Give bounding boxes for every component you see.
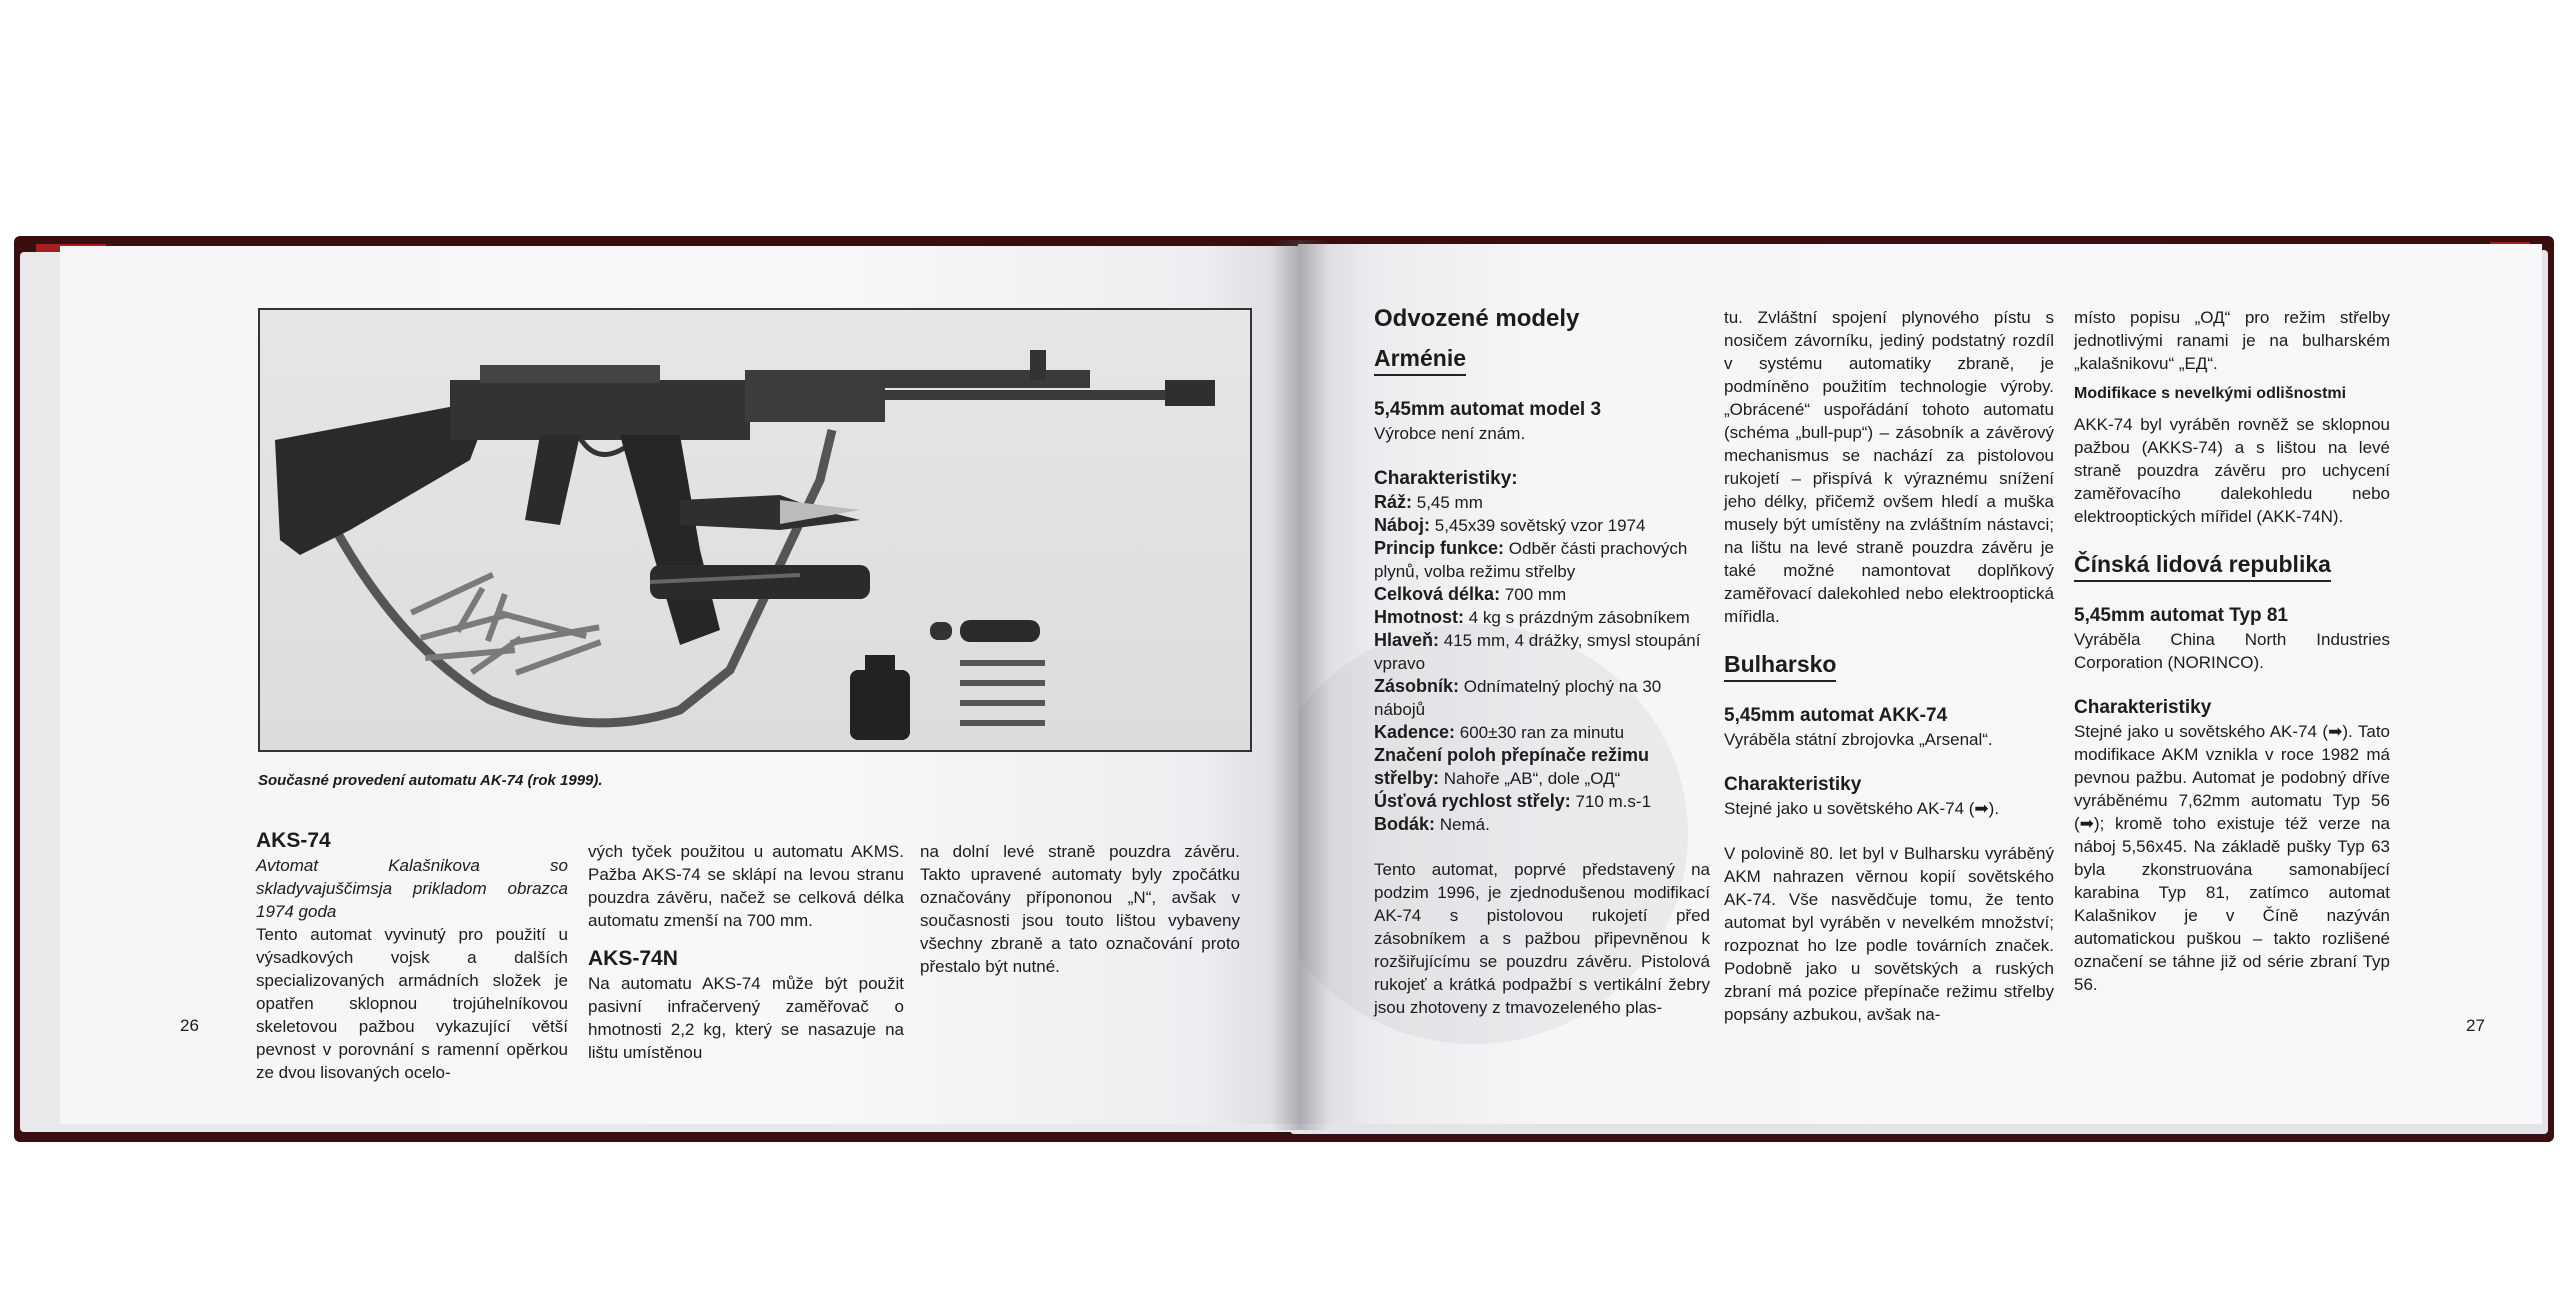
- text-aks74n: Na automatu AKS-74 může být použit pasivní infračervený zaměřovač o hmotnosti 2,2 kg, který se nasazuje na lištu umístěnou: [588, 974, 904, 1062]
- text-bulgaria-cont: místo popisu „ОД“ pro režim střelby jednotlivými ranami je na bulharském „kalašnikovu“ „ЕД“.: [2074, 308, 2390, 373]
- page-number-right: 27: [2466, 1016, 2485, 1035]
- specs-list: [1374, 491, 1710, 836]
- spec-row: Bodák: Nemá.: [1374, 814, 1490, 834]
- left-page: [60, 246, 1300, 1124]
- section-heading: Odvozené modely: [1374, 305, 1580, 332]
- country-china: Čínská lidová republika: [2074, 550, 2331, 582]
- heading-aks74: AKS-74: [256, 829, 331, 852]
- left-column-1: [256, 828, 568, 1084]
- right-column-1: [1374, 304, 1710, 1019]
- page-number-left: 26: [180, 1016, 199, 1035]
- country-armenia: Arménie: [1374, 344, 1466, 376]
- specs-heading-china: Charakteristiky: [2074, 697, 2212, 718]
- spec-row: Celková délka: 700 mm: [1374, 584, 1567, 604]
- spec-row: Ráž: 5,45 mm: [1374, 492, 1483, 512]
- spec-row: Značení poloh přepínače režimu střelby: Nahoře „AB“, dole „ОД“: [1374, 745, 1650, 788]
- spec-row: Úsťová rychlost střely: 710 m.s-1: [1374, 791, 1652, 811]
- subtitle-aks74: Avtomat Kalašnikova so skladyvajuščimsja prikladom obrazca 1974 goda: [256, 856, 568, 921]
- specs-text-china: Stejné jako u sovětského AK-74 (➡). Tato modifikace AKM vznikla v roce 1982 má pevnou pažbu. Automat je podobný dříve vyráběnému 7,62mm automatu Typ 56 (➡); kromě toho existuje též verze na náboj 5,56x45. Na základě pušky Typ 63 byla zkonstruována samonabíjecí karabina Typ 81, zatímco automat Kalašnikov je v Číně nazýván automatickou puškou – takto rozlišené označení se táhne již od série zbraní Typ 56.: [2074, 722, 2390, 994]
- left-column-3: [920, 840, 1240, 978]
- spec-row: Hlaveň: 415 mm, 4 drážky, smysl stoupání vpravo: [1374, 630, 1701, 673]
- maker-armenia: Výrobce není znám.: [1374, 424, 1526, 443]
- country-bulgaria: Bulharsko: [1724, 650, 1836, 682]
- spec-row: Kadence: 600±30 ran za minutu: [1374, 722, 1625, 742]
- spec-row: Princip funkce: Odběr části prachových plynů, volba režimu střelby: [1374, 538, 1688, 581]
- text-aks74n-cont: na dolní levé straně pouzdra závěru. Takto upravené automaty byly zpočátku označovány přípononou „N“, avšak v současnosti jsou touto lištou vybaveny všechny zbraně a tato označování proto přestalo být nutné.: [920, 842, 1240, 976]
- spec-row: Náboj: 5,45x39 sovětský vzor 1974: [1374, 515, 1646, 535]
- text-aks74: Tento automat vyvinutý pro použití u výsadkových vojsk a dalších specializovaných armádních složek je opatřen sklopnou trojúhelníkovou skeletovou pažbou vykazující větší pevnost v porovnání s ramenní opěrkou ze dvou lisovaných ocelo-: [256, 925, 568, 1082]
- right-page: [1298, 244, 2542, 1124]
- specs-heading-armenia: Charakteristiky:: [1374, 468, 1518, 489]
- rifle-photo: [258, 308, 1252, 752]
- text-armenia-cont: tu. Zvláštní spojení plynového pístu s nosičem závorníku, jediný podstatný rozdíl v systému automatiky zbraně, je podmíněno použitím technologie výroby. „Obrácené“ uspořádání tohoto automatu (schéma „bull-pup“) – zásobník a závěrový mechanismus se nachází za pistolovou rukojetí – přispívá k výraznému snížení jeho délky, přičemž ovšem hledí a muška musely být umístěny na zvláštním nástavci; na lištu na levé straně pouzdra závěru je také možné namontovat doplňkový zaměřovací dalekohled nebo elektrooptická mířidla.: [1724, 308, 2054, 626]
- spec-row: Zásobník: Odnímatelný plochý na 30 nábojů: [1374, 676, 1662, 719]
- maker-bulgaria: Vyráběla státní zbrojovka „Arsenal“.: [1724, 730, 1993, 749]
- book-gutter: [1270, 240, 1330, 1130]
- spec-row: Hmotnost: 4 kg s prázdným zásobníkem: [1374, 607, 1690, 627]
- text-bulgaria: V polovině 80. let byl v Bulharsku vyráběný AKM nahrazen věrnou kopií sovětského AK-74. Vše nasvědčuje tomu, že tento automat byl vyráběn v nevelkém množství; rozpoznat ho lze podle továrních značek. Podobně jako u sovětských a ruských zbraní má pozice přepínače režimu střelby popsány azbukou, avšak na-: [1724, 844, 2054, 1024]
- right-column-2: [1724, 306, 2054, 1026]
- text-armenia: Tento automat, poprvé představený na podzim 1996, je zjednodušenou modifikací AK-74 s pistolovou rukojetí před zásobníkem a s pažbou připevněnou k rozšiřujícímu se pouzdru závěru. Pistolová rukojeť a krátká podpažbí s vertikální žebry jsou zhotoveny z tmavozeleného plas-: [1374, 860, 1710, 1017]
- modification-text: AKK-74 byl vyráběn rovněž se sklopnou pažbou (AKKS-74) a s lištou na levé straně pouzdra závěru pro uchycení zaměřovacího dalekohledu nebo elektrooptických mířidel (AKK-74N).: [2074, 415, 2390, 526]
- specs-text-bulgaria: Stejné jako u sovětského AK-74 (➡).: [1724, 799, 2000, 818]
- model-bulgaria: 5,45mm automat AKK-74: [1724, 705, 1948, 726]
- specs-heading-bulgaria: Charakteristiky: [1724, 774, 1862, 795]
- model-armenia: 5,45mm automat model 3: [1374, 399, 1602, 420]
- left-column-2: [588, 840, 904, 1064]
- photo-caption: Současné provedení automatu AK-74 (rok 1999).: [258, 772, 603, 789]
- model-china: 5,45mm automat Typ 81: [2074, 605, 2289, 626]
- right-column-3: [2074, 306, 2390, 996]
- text-aks74-cont: vých tyček použitou u automatu AKMS. Pažba AKS-74 se sklápí na levou stranu pouzdra závěru, načež se celková délka automatu zmenší na 700 mm.: [588, 842, 904, 930]
- rifle-illustration: [260, 310, 1250, 750]
- heading-aks74n: AKS-74N: [588, 947, 678, 970]
- maker-china: Vyráběla China North Industries Corporation (NORINCO).: [2074, 630, 2390, 672]
- modification-heading: Modifikace s nevelkými odlišnostmi: [2074, 385, 2347, 402]
